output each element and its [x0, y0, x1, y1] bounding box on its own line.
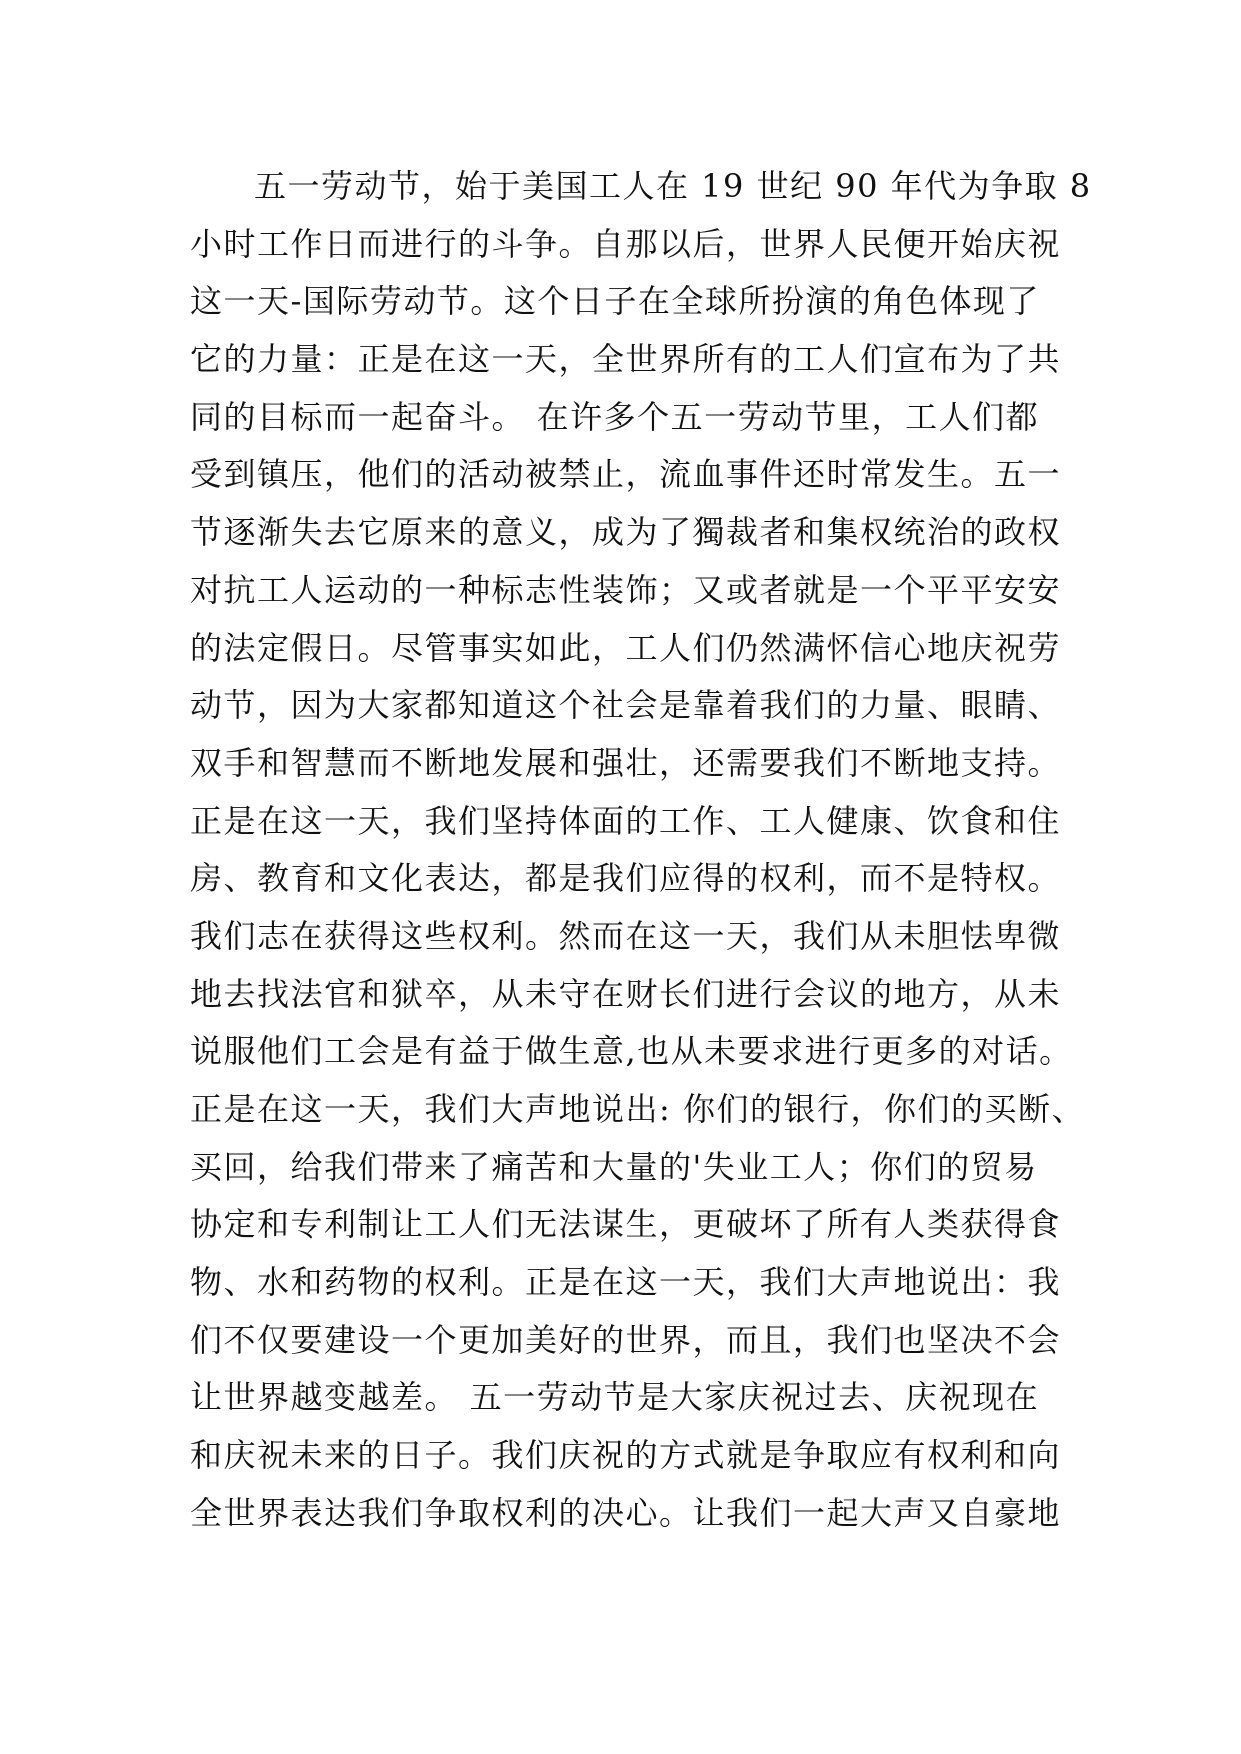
text-line: 我们志在获得这些权利。然而在这一天，我们从未胆怯卑微 — [190, 916, 1062, 955]
text-line: 同的目标而一起奋斗。 在许多个五一劳动节里，工人们都 — [190, 397, 1040, 436]
text-line: 全世界表达我们争取权利的决心。让我们一起大声又自豪地 — [190, 1493, 1062, 1532]
text-line: 它的力量：正是在这一天，全世界所有的工人们宣布为了共 — [190, 340, 1062, 379]
text-line: 这一天-国际劳动节。这个日子在全球所扮演的角色体现了 — [190, 282, 1040, 321]
text-line: 五一劳动节，始于美国工人在 19 世纪 90 年代为争取 8 — [254, 167, 1092, 205]
text-line: 小时工作日而进行的斗争。自那以后，世界人民便开始庆祝 — [190, 224, 1062, 263]
text-line: 和庆祝未来的日子。我们庆祝的方式就是争取应有权利和向 — [190, 1436, 1062, 1475]
text-line: 们不仅要建设一个更加美好的世界，而且，我们也坚决不会 — [190, 1320, 1062, 1359]
text-line: 说服他们工会是有益于做生意,也从未要求进行更多的对话。 — [190, 1032, 1073, 1071]
text-line: 正是在这一天，我们坚持体面的工作、工人健康、饮食和住 — [190, 801, 1062, 840]
text-line: 节逐渐失去它原来的意义，成为了獨裁者和集权统治的政权 — [190, 513, 1062, 552]
text-line: 正是在这一天，我们大声地说出: 你们的银行，你们的买断、 — [190, 1090, 1085, 1128]
text-line: 受到镇压，他们的活动被禁止，流血事件还时常发生。五一 — [190, 455, 1062, 494]
text-line: 双手和智慧而不断地发展和强壮，还需要我们不断地支持。 — [190, 743, 1062, 782]
text-line: 买回，给我们带来了痛苦和大量的'失业工人；你们的贸易 — [190, 1147, 1038, 1186]
text-line: 的法定假日。尽管事实如此，工人们仍然满怀信心地庆祝劳 — [190, 628, 1062, 667]
text-line: 让世界越变越差。 五一劳动节是大家庆祝过去、庆祝现在 — [190, 1378, 1040, 1417]
text-line: 物、水和药物的权利。正是在这一天，我们大声地说出：我 — [190, 1263, 1062, 1302]
text-line: 协定和专利制让工人们无法谋生，更破坏了所有人类获得食 — [190, 1205, 1062, 1244]
text-line: 地去找法官和狱卒，从未守在财长们进行会议的地方，从未 — [190, 974, 1062, 1013]
text-line: 动节，因为大家都知道这个社会是靠着我们的力量、眼睛、 — [190, 686, 1062, 725]
text-line: 对抗工人运动的一种标志性装饰；又或者就是一个平平安安 — [190, 570, 1062, 609]
text-line: 房、教育和文化表达，都是我们应得的权利，而不是特权。 — [190, 859, 1062, 898]
body-paragraph — [190, 158, 1092, 1543]
